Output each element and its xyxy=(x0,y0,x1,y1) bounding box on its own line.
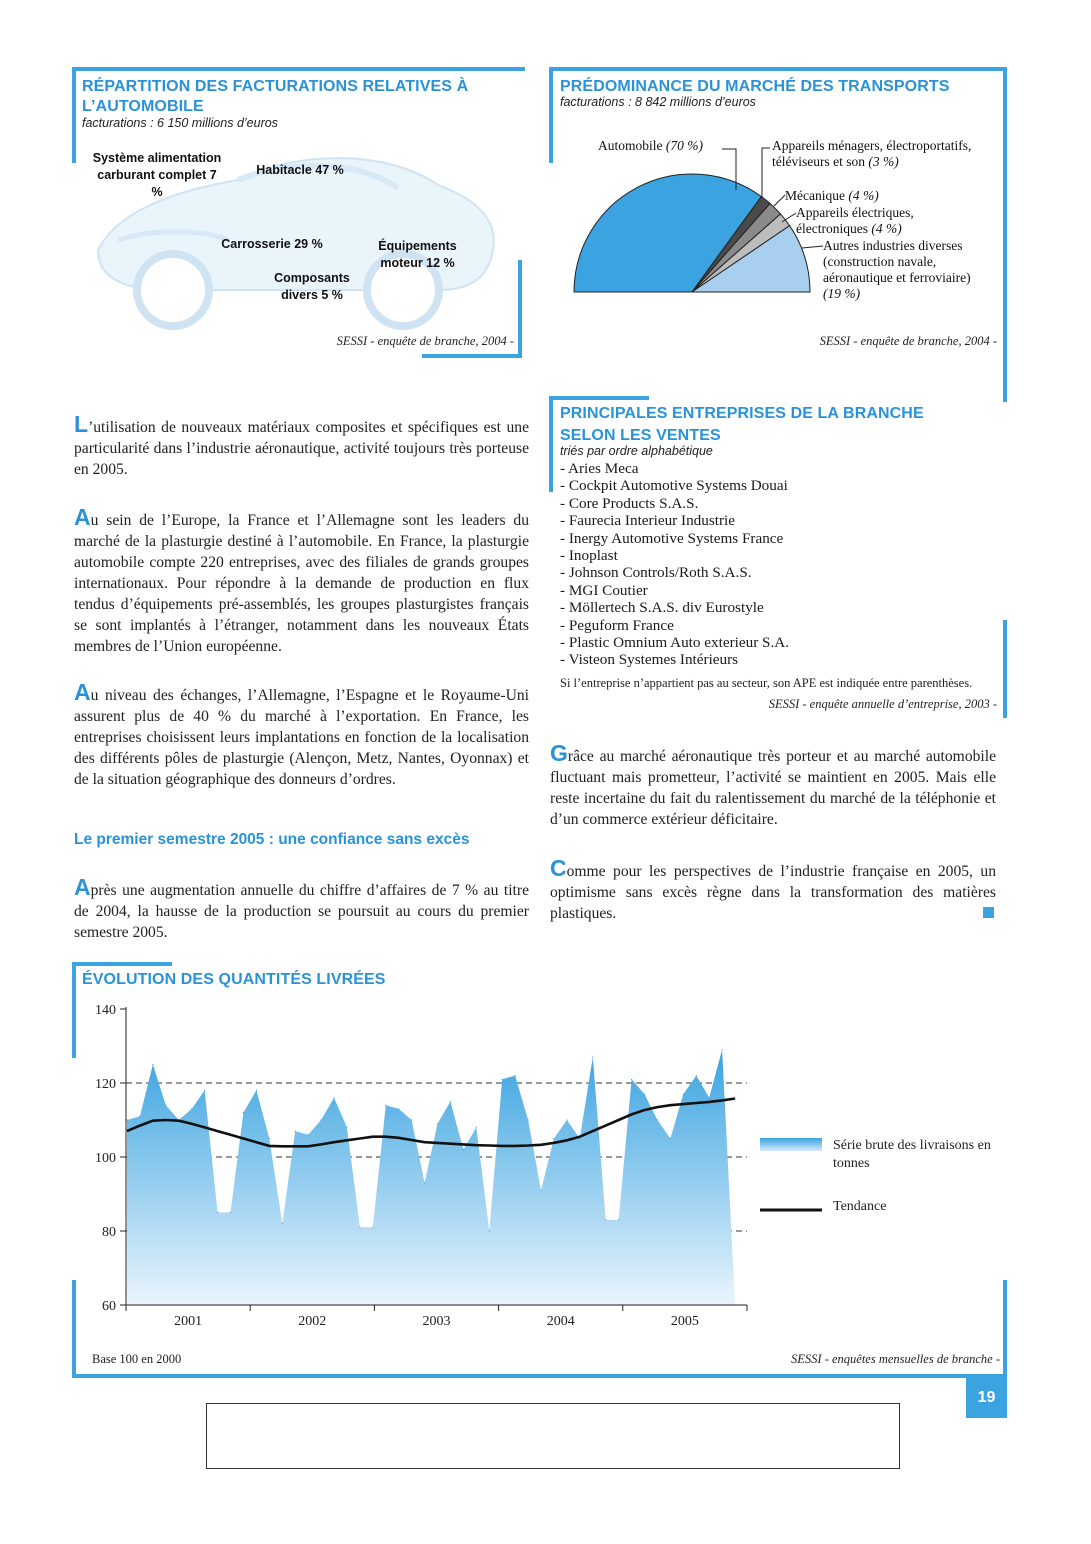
raw-point xyxy=(489,1230,490,1231)
chart-legend-swatches xyxy=(760,1138,830,1218)
legend-label-trend: Tendance xyxy=(833,1199,887,1214)
raw-point xyxy=(295,1131,296,1132)
paragraph-2 xyxy=(74,504,529,657)
label-equipements-moteur: Équipements moteur 12 % xyxy=(378,239,457,270)
y-tick-label: 80 xyxy=(102,1225,116,1240)
raw-point xyxy=(152,1064,153,1065)
paragraph-5-text: râce au marché aéronautique très porteur et au marché automobile fluctuant mais prometteur, l’activité se maintient en 2005. Mais elle reste incertaine du fait du ralentissement du marché de la téléphonie et d’un commerce extérieur déficitaire. xyxy=(550,748,996,828)
pie-label-autres-industries-text: Autres industries diverses (construction navale, aéronautique et ferroviaire) xyxy=(823,238,971,285)
label-carrosserie: Carrosserie 29 % xyxy=(221,237,323,251)
pie-label-appareils-menagers-text: Appareils ménagers, électroportatifs, téléviseurs et son xyxy=(772,138,972,169)
box4-title: ÉVOLUTION DES QUANTITÉS LIVRÉES xyxy=(82,971,386,988)
box1-top-rule xyxy=(72,67,525,71)
raw-point xyxy=(139,1116,140,1117)
raw-point xyxy=(256,1090,257,1091)
raw-point xyxy=(450,1101,451,1102)
pie-label-appareils-electriques-text: Appareils électriques, électroniques xyxy=(796,205,914,236)
dropcap-4: A xyxy=(74,874,91,900)
raw-point xyxy=(476,1127,477,1128)
x-tick-label: 2002 xyxy=(298,1314,327,1329)
raw-point xyxy=(502,1079,503,1080)
raw-point xyxy=(528,1119,529,1120)
box3-note: Si l’entreprise n’appartient pas au secteur, son APE est indiquée entre parenthèses. xyxy=(560,676,973,690)
company-item: - Johnson Controls/Roth S.A.S. xyxy=(560,564,1000,581)
paragraph-4-text: près une augmentation annuelle du chiffre d’affaires de 7 % au titre de 2004, la hausse de la production se poursuit au cours du premier semestre 2005. xyxy=(74,882,529,941)
end-of-article-square xyxy=(983,907,994,918)
raw-point xyxy=(165,1105,166,1106)
paragraph-5 xyxy=(550,740,996,830)
pie-label-mecanique-text: Mécanique xyxy=(785,188,845,203)
raw-point xyxy=(540,1190,541,1191)
page-number: 19 xyxy=(966,1378,1007,1418)
paragraph-1-text: ’utilisation de nouveaux matériaux composites et spécifiques est une particularité dans l’industrie aéronautique, activité toujours très porteuse en 2005. xyxy=(74,419,529,478)
box2-title: PRÉDOMINANCE DU MARCHÉ DES TRANSPORTS xyxy=(560,78,950,95)
box4-right-rule xyxy=(1003,1280,1007,1378)
pie-label-autres-industries xyxy=(823,238,988,302)
raw-point xyxy=(191,1108,192,1109)
section-heading: Le premier semestre 2005 : une confiance sans excès xyxy=(74,831,470,848)
pie-label-automobile-pct: (70 %) xyxy=(665,138,703,153)
company-item: - Faurecia Interieur Industrie xyxy=(560,512,1000,529)
raw-point xyxy=(243,1112,244,1113)
box4-base-note: Base 100 en 2000 xyxy=(92,1352,182,1366)
y-tick-label: 60 xyxy=(102,1299,116,1314)
paragraph-6-text: omme pour les perspectives de l’industrie française en 2005, un optimisme sans excès règne dans la transformation des matières plastiques. xyxy=(550,863,996,922)
box1-subtitle: facturations : 6 150 millions d’euros xyxy=(82,116,278,130)
paragraph-3 xyxy=(74,679,529,790)
pie-label-automobile-text: Automobile xyxy=(598,138,663,153)
box3-subtitle: triés par ordre alphabétique xyxy=(560,444,713,458)
raw-point xyxy=(683,1094,684,1095)
raw-point xyxy=(282,1223,283,1224)
box4-bottom-rule xyxy=(72,1374,1007,1378)
box2-top-rule xyxy=(549,67,1007,71)
company-item: - MGI Coutier xyxy=(560,582,1000,599)
raw-point xyxy=(670,1138,671,1139)
dropcap-2: A xyxy=(74,504,91,530)
raw-point xyxy=(126,1119,127,1120)
y-tick-label: 140 xyxy=(95,1003,116,1018)
company-list xyxy=(560,460,1000,669)
box1-left-rule xyxy=(72,67,76,163)
dropcap-1: L xyxy=(74,411,89,437)
box2-right-rule xyxy=(1003,67,1007,402)
box4-left-rule-top xyxy=(72,962,76,1058)
box3-title: PRINCIPALES ENTREPRISES DE LA BRANCHE SELON LES VENTES xyxy=(560,405,924,444)
box2-source: SESSI - enquête de branche, 2004 - xyxy=(819,334,997,348)
label-systeme-alimentation: Système alimentation carburant complet 7 % xyxy=(92,151,222,199)
raw-point xyxy=(321,1119,322,1120)
pie-leader-lines xyxy=(690,140,830,250)
raw-point xyxy=(359,1227,360,1228)
raw-point xyxy=(437,1123,438,1124)
dropcap-5: G xyxy=(550,740,568,766)
x-tick-label: 2004 xyxy=(546,1314,575,1329)
raw-point xyxy=(566,1119,567,1120)
raw-point xyxy=(217,1212,218,1213)
raw-point xyxy=(696,1075,697,1076)
raw-point xyxy=(644,1094,645,1095)
y-tick-label: 100 xyxy=(95,1151,116,1166)
company-item: - Aries Meca xyxy=(560,460,1000,477)
pie-label-autres-industries-pct: (19 %) xyxy=(823,286,861,301)
box1-right-rule xyxy=(518,260,522,358)
box1-title: RÉPARTITION DES FACTURATIONS RELATIVES À L’AUTOMOBILE xyxy=(82,78,469,115)
x-tick-label: 2005 xyxy=(670,1314,699,1329)
deliveries-chart xyxy=(80,995,760,1330)
raw-point xyxy=(269,1138,270,1139)
dropcap-3: A xyxy=(74,679,91,705)
pie-label-appareils-electriques-pct: (4 %) xyxy=(871,221,902,236)
box4-source: SESSI - enquêtes mensuelles de branche - xyxy=(791,1352,1000,1366)
raw-point xyxy=(385,1105,386,1106)
raw-point xyxy=(463,1149,464,1150)
raw-point xyxy=(204,1090,205,1091)
raw-point xyxy=(424,1182,425,1183)
raw-point xyxy=(411,1119,412,1120)
footer-empty-box xyxy=(206,1403,900,1469)
x-tick-label: 2003 xyxy=(422,1314,451,1329)
raw-point xyxy=(618,1219,619,1220)
raw-point xyxy=(515,1075,516,1076)
paragraph-3-text: u niveau des échanges, l’Allemagne, l’Espagne et le Royaume-Uni assurent plus de 40 % du marché à l’exportation. En France, les entreprises choisissent leurs implantations en fonction de la localisation des différents pôles de plasturgie (Alençon, Metz, Nantes, Oyonnax) et de la situation géographique des donneurs d’ordres. xyxy=(74,687,529,788)
raw-point xyxy=(592,1057,593,1058)
legend-swatch-raw xyxy=(760,1138,822,1151)
box1-source: SESSI - enquête de branche, 2004 - xyxy=(336,334,514,348)
raw-point xyxy=(709,1097,710,1098)
raw-point xyxy=(372,1227,373,1228)
paragraph-1 xyxy=(74,411,529,480)
raw-point xyxy=(333,1097,334,1098)
company-item: - Core Products S.A.S. xyxy=(560,495,1000,512)
paragraph-6 xyxy=(550,855,996,924)
legend-label-raw: Série brute des livraisons en tonnes xyxy=(833,1138,991,1171)
paragraph-2-text: u sein de l’Europe, la France et l’Allemagne sont les leaders du marché de la plasturgie destiné à l’automobile. En France, la plasturgie automobile compte 220 entreprises, avec des filiales de grands groupes internationaux. Pour répondre à la demande de production en flux tendus d’équipements pré-assemblés, les groupes plasturgistes français se sont implantés à l’étranger, notamment dans les nouveaux États membres de l’Union européenne. xyxy=(74,512,529,655)
raw-point xyxy=(722,1049,723,1050)
raw-point xyxy=(631,1079,632,1080)
raw-point xyxy=(230,1212,231,1213)
pie-label-mecanique-pct: (4 %) xyxy=(848,188,879,203)
pie-label-appareils-menagers-pct: (3 %) xyxy=(868,154,899,169)
box2-subtitle: facturations : 8 842 millions d’euros xyxy=(560,95,756,109)
raw-point xyxy=(398,1108,399,1109)
label-habitacle: Habitacle 47 % xyxy=(256,163,344,177)
pie-label-automobile xyxy=(598,138,703,154)
box4-top-rule xyxy=(72,962,172,966)
company-item: - Peguform France xyxy=(560,617,1000,634)
box3-left-rule xyxy=(549,396,553,492)
box3-source: SESSI - enquête annuelle d’entreprise, 2003 - xyxy=(768,697,997,711)
raw-point xyxy=(308,1134,309,1135)
paragraph-4 xyxy=(74,874,529,943)
company-item: - Inergy Automotive Systems France xyxy=(560,530,1000,547)
raw-point xyxy=(657,1119,658,1120)
box3-top-rule xyxy=(549,396,649,400)
raw-deliveries-area xyxy=(127,1050,735,1305)
box2-left-rule xyxy=(549,67,553,163)
y-tick-label: 120 xyxy=(95,1077,116,1092)
raw-point xyxy=(553,1138,554,1139)
x-tick-label: 2001 xyxy=(174,1314,203,1329)
company-item: - Visteon Systemes Intérieurs xyxy=(560,651,1000,668)
box1-bottom-rule xyxy=(422,354,522,358)
box4-left-rule-bottom xyxy=(72,1280,76,1378)
company-item: - Inoplast xyxy=(560,547,1000,564)
dropcap-6: C xyxy=(550,855,567,881)
raw-point xyxy=(346,1127,347,1128)
label-composants-divers: Composants divers 5 % xyxy=(274,271,350,302)
box3-right-rule xyxy=(1003,620,1007,718)
company-item: - Cockpit Automotive Systems Douai xyxy=(560,477,1000,494)
raw-point xyxy=(605,1219,606,1220)
company-item: - Plastic Omnium Auto exterieur S.A. xyxy=(560,634,1000,651)
company-item: - Möllertech S.A.S. div Eurostyle xyxy=(560,599,1000,616)
